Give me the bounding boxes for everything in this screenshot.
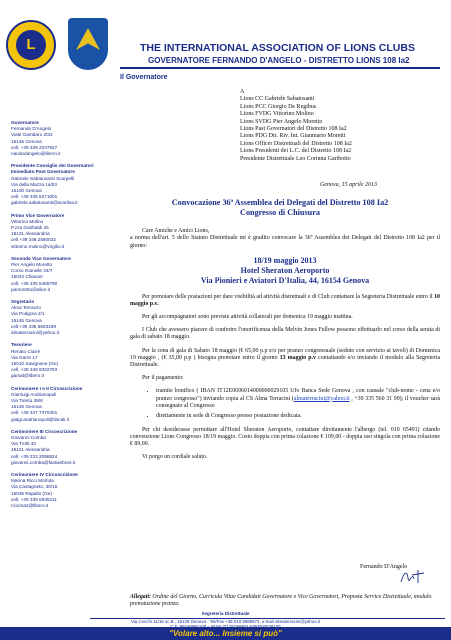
paragraph-gala-dinner: Per la cena di gala di Sabato 18 maggio (€ 65,00 p.p e/o per pranzo congressuale (seduto con servizio ai tavoli) di Domenica 19 maggio , (€ 35,00 p.p ) bisogna prenotare entro il giorno 13 maggio p.v contattando e/o inviando il modulo alla Segreteria Distrettuale.: [130, 347, 440, 369]
letter-date: Genova, 15 aprile 2013: [320, 182, 377, 188]
officer-detail-line: almaterracini@yahoo.it: [11, 330, 60, 336]
handwritten-signature: [398, 568, 428, 584]
officer-detail-line: cell. +39 347 7370401: [11, 410, 58, 416]
sidebar-officer-block: [11, 299, 116, 336]
recipient-line: Lions PCC Giorgio De Regibus: [240, 103, 317, 110]
governor-district-subtitle: GOVERNATORE FERNANDO D'ANGELO - DISTRETTO LIONS 108 Ia2: [148, 56, 410, 65]
officer-detail-line: cell. +39 335 5465790: [11, 280, 58, 286]
association-title: THE INTERNATIONAL ASSOCIATION OF LIONS CLUBS: [140, 42, 415, 54]
officer-detail-line: 16010 Savignone (Ge): [11, 360, 59, 366]
officer-detail-line: cell. +39 348 9322793: [11, 367, 58, 373]
officer-detail-line: cell.+39 335 5603199: [11, 323, 56, 329]
footer-label: Segreteria Distrettuale: [201, 611, 250, 616]
sidebar-officer-block: [11, 386, 116, 423]
officer-detail-line: Via Castagneto, 30/15: [11, 484, 58, 490]
officers-sidebar: [11, 120, 116, 515]
officer-detail-line: Via Podgora 2/1: [11, 311, 45, 317]
recipient-line: Lions FVDG Vittorino Molino: [240, 111, 314, 118]
officer-detail-line: cell. +39 333 2098624: [11, 453, 58, 459]
officer-role-title: Presidente Consiglio dei Governatori: [11, 163, 94, 169]
officer-detail-line: Vittorino Molino: [11, 218, 44, 224]
sidebar-officer-block: [11, 472, 116, 509]
officer-detail-line: pamoretto@alice.it: [11, 286, 51, 292]
lions-international-logo: L: [6, 20, 56, 70]
officer-detail-line: 16043 Chiavari: [11, 274, 43, 280]
letter-body: [130, 228, 440, 467]
sidebar-officer-block: [11, 342, 116, 379]
recipient-line: Lions SVDG Pier Angelo Moretto: [240, 118, 323, 125]
officer-role-title: Tesoriere: [11, 342, 32, 348]
sender-role: Il Governatore: [120, 74, 168, 81]
paragraph-companions: Per gli accompagnatori sono previste attività collaterali per domenica 19 maggio mattina.: [142, 314, 353, 321]
paragraph-payment: Per il pagamento:: [142, 375, 184, 382]
recipient-line: Lions Past Governatori del Distretto 108 Ia2: [240, 126, 347, 133]
officer-detail-line: Marina Ricci Morfola: [11, 478, 54, 484]
payment-option-onsite: • direttamente in sede di Congresso presso postazione dedicata.: [156, 413, 440, 420]
officer-role-title: Cerimoniere III Circoscrizione: [11, 428, 78, 434]
footer-address: Via Cecchi 11/15 sc.B , 16129 Genova - Tel/Fax +39 010 8689672, e-mail almaterracini@yahoo.it: [130, 619, 321, 624]
recipient-line: A: [240, 89, 245, 95]
officer-detail-line: 16145 Genova: [11, 404, 42, 410]
officer-detail-line: Alma Terracini: [11, 305, 41, 311]
officer-detail-line: Pier Angelo Moretto: [11, 262, 53, 268]
officer-detail-line: Via della Mazza 1a/53: [11, 181, 58, 187]
officer-role-title: Governatore: [11, 120, 39, 125]
officer-detail-line: Fernando D'Angelo: [11, 126, 52, 132]
paragraph-booking: Per prenotare delle postazioni per dare visibilità ad attività distrettuali e di Club contattare la Segreteria Distrettuale entro il 10 maggio p.v.: [130, 293, 440, 307]
officer-detail-line: nandodangelo@libero.it: [11, 151, 61, 157]
sidebar-officer-block: [11, 169, 116, 206]
sidebar-officer-block: [11, 120, 116, 157]
officer-detail-line: 15121 Alessandria: [11, 231, 50, 237]
recipient-line: Presidente Distrettuale Leo Corinna Garibotto: [240, 155, 351, 162]
event-venue: Hotel Sheraton Aeroporto: [240, 265, 330, 275]
officer-role-title: Immediato Past Governatore: [11, 169, 75, 175]
officer-role-title: Cerimoniere IV Circoscrizione: [11, 471, 78, 477]
email-link[interactable]: almaterracini@yahoo.it: [293, 395, 350, 402]
closing-greeting: Vi porgo un cordiale saluto.: [142, 454, 208, 461]
officer-detail-line: Viale Gambaro 20/2: [11, 132, 53, 138]
letter-subject: [120, 198, 440, 218]
officer-detail-line: cell. +39 339 6935211: [11, 496, 57, 502]
letterhead: [0, 0, 451, 78]
sidebar-officer-block: [11, 256, 116, 293]
subject-line-2: Congresso di Chiusura: [240, 208, 320, 217]
officer-detail-line: Giovanni Comba: [11, 434, 46, 440]
officer-detail-line: giovanni.comba@fastwebnet.it: [11, 459, 75, 465]
officer-detail-line: cell.+39 348 2580532: [11, 237, 56, 243]
district-emblem-logo: [68, 18, 108, 70]
officer-detail-line: vittorino.molino@virgilio.it: [11, 243, 65, 249]
subject-line-1: Convocazione 36ª Assemblea dei Delegati del Distretto 108 Ia2: [171, 198, 389, 207]
officer-detail-line: Via Trento 38/8: [11, 397, 43, 403]
payment-option-transfer: • tramite bonifico ( IBAN IT12E0696014000000029105 Ufo Banca Sede Genova , con causale "club-nome - cena e/o pranzo congresso") inviando copia al CS Alma Terracini (almaterracini@yahoo.it , +39 335 560 31 99); il voucher sarà consegnato al Congresso: [156, 388, 440, 410]
officer-role-title: Cerimoniere I e II Circoscrizione: [11, 385, 83, 391]
recipient-line: Lions Officer Distrettuali del Distretto 108 Ia2: [240, 140, 352, 147]
officer-detail-line: cell. +39 339 2237627: [11, 144, 58, 150]
officer-detail-line: cell. +39 335 6271001: [11, 194, 58, 200]
sidebar-officer-block: [11, 213, 116, 250]
officer-detail-line: 16100 Genova: [11, 188, 42, 194]
paragraph-hotel: Per chi desiderasse pernottare all'Hotel Sheraton Aeroporto, contattare direttamente l'albergo (tel. 010 65491) citando convenzione Lions Congresso 18/19 maggio. Costo doppia con prima colazione € 109,00 - doppia uso singola con prima colazione € 89,00.: [130, 426, 440, 448]
officer-role-title: Secondo Vice Governatore: [11, 255, 71, 261]
attachments-note: Allegati: Ordine del Giorno, Curricula Vitae Candidati Governatore e Vice Governatori, Proposta Service Distrettuale, modulo prenotazione pranzo.: [130, 594, 432, 608]
officer-detail-line: 16145 Genova: [11, 317, 42, 323]
officer-detail-line: Via Trotti 40: [11, 441, 36, 447]
officer-role-title: Segretario: [11, 299, 35, 305]
officer-detail-line: Via Garre 17: [11, 354, 38, 360]
header-divider: [120, 67, 440, 69]
event-date: 18/19 maggio 2013: [253, 255, 317, 265]
intro-paragraph: a norma dell'art. 5 dello Statuto Distrettuale mi è gradito convocare la 36ª Assemblea dei Delegati del Distretto 108 Ia2 per il giorno:: [130, 235, 440, 249]
officer-detail-line: Gabriele Sabatosanti Scarpelli: [11, 175, 75, 181]
officer-detail-line: gamat@libero.it: [11, 373, 44, 379]
event-address: Via Pionieri e Aviatori D'Italia, 44, 16154 Genova: [200, 275, 370, 285]
officer-detail-line: Renato Ciarrè: [11, 348, 41, 354]
footer-tax-info: C.F. 95040880108 – IBAN IT12E0696014000000029105: [170, 624, 281, 629]
signature-name: Fernando D'Angelo: [360, 564, 408, 570]
recipient-line: Lions CC Gabriele Sabatosanti: [240, 96, 315, 103]
recipient-line: Lions Presidenti dei L.C. del Distretto 108 Ia2: [240, 148, 352, 155]
officer-detail-line: riccima2@libero.it: [11, 502, 49, 508]
officer-detail-line: gabriele.sabatosanti@scarlina.it: [11, 200, 78, 206]
officer-detail-line: 16146 Genova: [11, 138, 42, 144]
footer-secretariat: [0, 611, 451, 617]
recipient-address-block: [240, 89, 440, 163]
officer-detail-line: 16035 Rapallo (Ge): [11, 490, 52, 496]
officer-detail-line: Corso Gianelle 34/7: [11, 268, 53, 274]
payment-options-list: [130, 388, 440, 420]
officer-detail-line: giulgi.andrianopoli@tiscali.it: [11, 416, 69, 422]
event-details: [130, 256, 440, 286]
paragraph-melvin-jones: I Club che avessero piacere di conferire l'onorificenza della Melvin Jones Fellow possono effettuarlo nel corso della serata di gala di sabato 18 maggio.: [130, 327, 440, 341]
sidebar-officer-block: [11, 429, 116, 466]
officer-role-title: Primo Vice Governatore: [11, 212, 65, 218]
officer-detail-line: P.zza Garibaldi 26: [11, 225, 49, 231]
footer-motto: "Volare alto... Insieme si può": [169, 629, 282, 638]
officer-detail-line: 15121 Alessandria: [11, 447, 50, 453]
salutation: Care Amiche e Amici Lions,: [142, 228, 210, 234]
officer-detail-line: Gianluigi Andrianopoli: [11, 391, 57, 397]
recipient-line: Lions PDG Dir. Riv. Int. Gianmario Moretti: [240, 133, 346, 140]
